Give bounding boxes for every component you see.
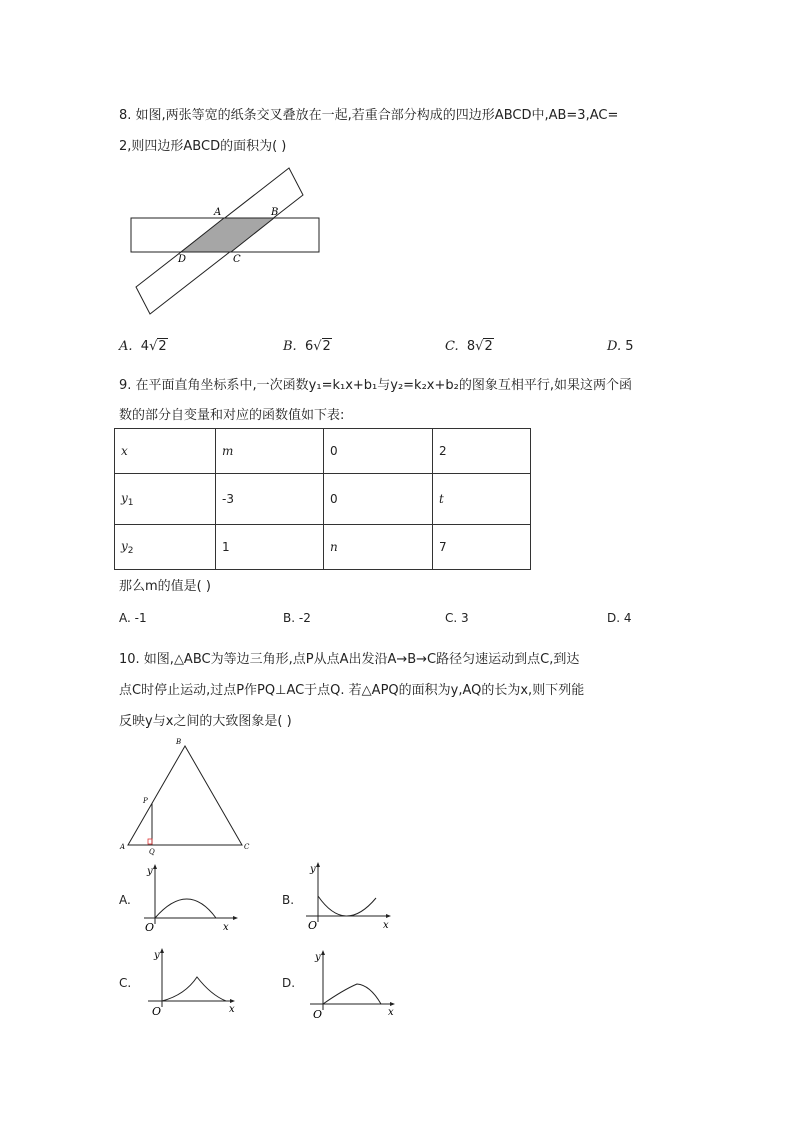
- table-cell: 7: [433, 525, 531, 570]
- quadrilateral-abcd: [181, 218, 274, 252]
- q10-stem-line2: 点C时停止运动,过点P作PQ⊥AC于点Q. 若△APQ的面积为y,AQ的长为x,则下列能: [119, 683, 585, 698]
- table-cell: 1: [216, 525, 324, 570]
- axis-x-label: x: [223, 922, 229, 933]
- origin-label: O: [145, 921, 155, 934]
- label-p: P: [143, 797, 148, 805]
- axis-y-label: y: [310, 864, 316, 875]
- label-a: A: [214, 207, 222, 218]
- label-c-tri: C: [244, 843, 250, 851]
- table-row: [115, 525, 531, 570]
- table-row: [115, 474, 531, 525]
- label-a-tri: A: [120, 843, 126, 851]
- q10-option-b[interactable]: B.: [282, 893, 295, 907]
- table-cell: x: [115, 429, 216, 474]
- axis-x-label: x: [229, 1004, 235, 1015]
- curve-valley: [318, 896, 376, 916]
- table-cell: -3: [216, 474, 324, 525]
- label-c: C: [233, 254, 241, 265]
- q9-value-table: [114, 428, 531, 570]
- table-cell: n: [324, 525, 433, 570]
- table-cell: 2: [433, 429, 531, 474]
- origin-label: O: [152, 1005, 162, 1018]
- q9-option-b[interactable]: B. -2: [283, 611, 311, 625]
- axis-x-label: x: [383, 920, 389, 931]
- q9-question: 那么m的值是( ): [119, 579, 211, 594]
- graph-a: [144, 864, 238, 934]
- q9-stem-line1: 9. 在平面直角坐标系中,一次函数y₁=k₁x+b₁与y₂=k₂x+b₂的图象互相平行,如果这两个函: [119, 378, 632, 393]
- origin-label: O: [308, 919, 318, 932]
- triangle-abc: [128, 746, 242, 845]
- curve-peak: [162, 977, 226, 1001]
- q9-stem-line2: 数的部分自变量和对应的函数值如下表:: [119, 408, 345, 423]
- q8-option-a[interactable]: A. 4√2: [119, 339, 167, 354]
- q10-stem-line3: 反映y与x之间的大致图象是( ): [119, 714, 292, 729]
- origin-label: O: [313, 1008, 323, 1021]
- table-cell: 0: [324, 474, 433, 525]
- axis-y-label: y: [154, 950, 160, 961]
- table-cell: t: [433, 474, 531, 525]
- graph-b: [306, 862, 391, 932]
- q10-option-d[interactable]: D.: [282, 976, 296, 990]
- axis-y-label: y: [147, 866, 153, 877]
- curve-rise-fall: [323, 984, 381, 1004]
- axis-x-label: x: [388, 1007, 394, 1018]
- right-angle-mark: [148, 839, 152, 844]
- q10-stem-line1: 10. 如图,△ABC为等边三角形,点P从点A出发沿A→B→C路径匀速运动到点C,到达: [119, 652, 580, 667]
- table-cell: $y_2$: [115, 525, 216, 570]
- q8-option-c[interactable]: C. 8√2: [445, 339, 493, 354]
- label-b: B: [271, 207, 279, 218]
- label-b-tri: B: [176, 738, 182, 746]
- graph-d: [310, 950, 395, 1021]
- q9-option-d[interactable]: D. 4: [607, 611, 632, 625]
- q9-option-a[interactable]: A. -1: [119, 611, 147, 625]
- table-row: [115, 429, 531, 474]
- q8-stem-line2: 2,则四边形ABCD的面积为( ): [119, 139, 287, 154]
- q8-option-b[interactable]: B. 6√2: [283, 339, 331, 354]
- label-d: D: [178, 254, 187, 265]
- q8-stem-line1: 8. 如图,两张等宽的纸条交叉叠放在一起,若重合部分构成的四边形ABCD中,AB=3,AC=: [119, 108, 619, 123]
- axis-y-label: y: [315, 952, 321, 963]
- table-cell: 0: [324, 429, 433, 474]
- q8-option-d[interactable]: D. 5: [607, 339, 634, 354]
- table-cell: $y_1$: [115, 474, 216, 525]
- label-q: Q: [149, 848, 155, 856]
- curve-hump: [155, 899, 216, 918]
- graph-c: [148, 948, 235, 1018]
- q10-option-c[interactable]: C.: [119, 976, 132, 990]
- q10-option-a[interactable]: A.: [119, 893, 131, 907]
- table-cell: m: [216, 429, 324, 474]
- q9-option-c[interactable]: C. 3: [445, 611, 469, 625]
